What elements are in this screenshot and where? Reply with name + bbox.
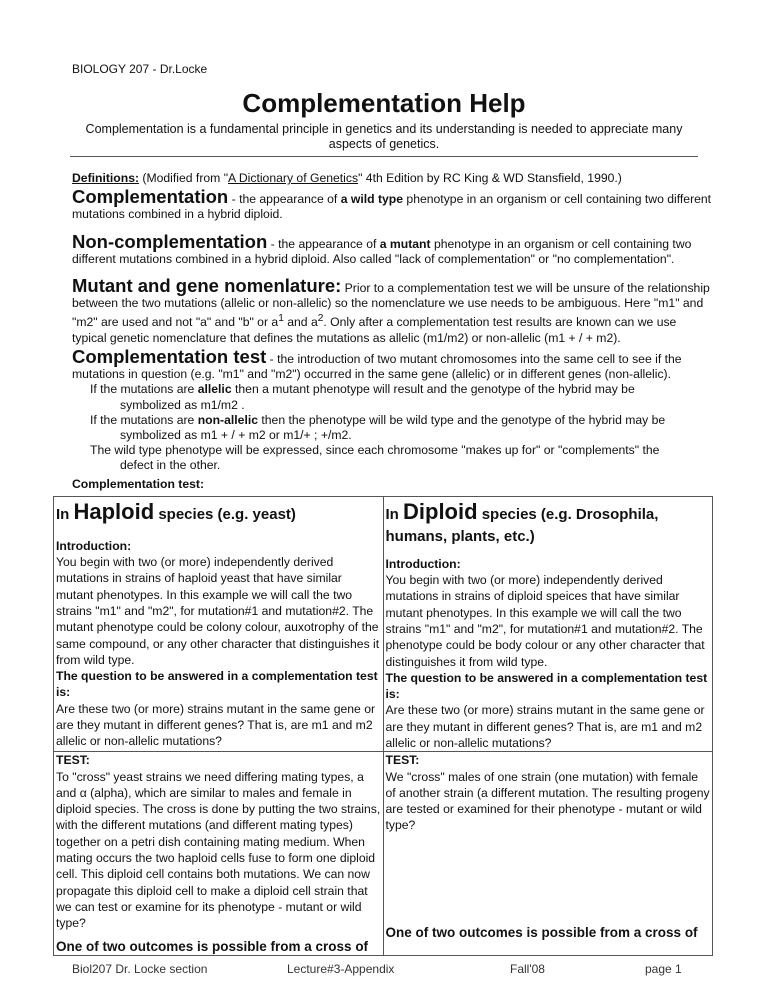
intro-label: Introduction: [385, 556, 461, 571]
term: Complementation test [72, 345, 267, 367]
nonallelic-case [72, 413, 712, 428]
def-text: - the appearance of [267, 236, 380, 251]
case-bold: non-allelic [197, 412, 258, 427]
footer-page: page 1 [645, 961, 682, 976]
case-text: If the mutations are [90, 412, 198, 427]
case-bold: allelic [197, 382, 232, 397]
test-label: TEST: [56, 753, 90, 768]
case-text: then the phenotype will be wild type and the genotype of the hybrid may be [258, 412, 666, 427]
table-label: Complementation test: [72, 476, 205, 491]
source-text: (Modified from " [139, 171, 229, 185]
page-title: Complementation Help [242, 88, 526, 118]
haploid-heading [56, 498, 381, 526]
course-header: BIOLOGY 207 - Dr.Locke [72, 62, 208, 76]
definitions-label: Definitions: [72, 171, 140, 185]
intro-text: Complementation is a fundamental principle in genetics and its understanding is needed to appreciate many aspects of genetics. [85, 122, 683, 151]
diploid-test-wrap [386, 752, 711, 940]
diploid-intro-cell [383, 496, 713, 752]
intro-label: Introduction: [56, 538, 132, 553]
wildtype-note-cont: defect in the other. [120, 458, 221, 473]
def-text: phenotype in an organism or cell containing two different mutations combined in a hybrid diploid. Also called "lack of complementation" or "no complementation". [72, 236, 692, 266]
divider [70, 156, 698, 157]
heading-text: species (e.g. yeast) [154, 505, 296, 523]
def-text: and a [283, 315, 318, 330]
heading-text: species (e.g. Drosophila, humans, plants, etc.) [385, 505, 659, 545]
haploid-intro-cell [54, 496, 384, 752]
def-bold: a wild type [340, 192, 404, 207]
case-text: If the mutations are [90, 382, 198, 397]
definitions-section [72, 171, 712, 492]
table-row [54, 752, 713, 955]
def-text: . Only after a complementation test results are known can we use typical genetic nomenclature that defines the mutations as allelic (m1/m2) or non-allelic (m1 + / + m2). [72, 315, 677, 345]
nonallelic-symbol: symbolized as m1 + / + m2 or m1/+ ; +/m2. [120, 427, 352, 442]
superscript: 1 [278, 313, 284, 325]
allelic-symbol: symbolized as m1/m2 . [120, 397, 245, 412]
term: Non-complementation [72, 230, 268, 252]
question-label: The question to be answered in a complementation test is: [56, 669, 378, 700]
def-text: - the introduction of two mutant chromosomes into the same cell to see if the mutations in question (e.g. "m1" and "m2") occurred in the same gene (allelic) or in different genes (non-allelic). [72, 351, 682, 382]
intro-text: You begin with two (or more) independently derived mutations in strains of diploid speices that have similar mutant phenotypes. In this example we will call the two strains "m1" and "m2", for mutation#1 and mutation#2. The phenotype could be body colour or any other character that distinguishes it from wild type. [385, 573, 705, 669]
footer-lecture: Lecture#3-Appendix [287, 961, 395, 976]
term: Mutant and gene nomenlature: [72, 275, 342, 297]
heading-text: In [56, 505, 74, 523]
outcome-heading: One of two outcomes is possible from a cross of [56, 938, 369, 954]
test-text: To "cross" yeast strains we need differing mating types, a and α (alpha), which are similar to males and female in diploid species. The cross is done by putting the two strains, with the different mutations (and different mating types) together on a petri dish containing mating medium. When mating occurs the two haploid cells fuse to form one diploid cell. This diploid cell contains both mutations. We can now propagate this diploid cell to make a diploid cell strain that we can test or examine for its phenotype - mutant or wild type? [56, 769, 381, 931]
test-label: TEST: [385, 753, 420, 768]
spacer [386, 834, 711, 918]
heading-text: In [385, 505, 403, 523]
wildtype-note: The wild type phenotype will be expressed, since each chromosome "makes up for" or "complements" the [90, 443, 660, 458]
page-footer [0, 962, 768, 978]
question-text: Are these two (or more) strains mutant in the same gene or are they mutant in different genes? That is, are m1 and m2 allelic or non-allelic mutations? [385, 703, 705, 750]
diploid-heading [385, 498, 711, 548]
def-text: - the appearance of [228, 192, 341, 207]
haploid-test-cell [54, 752, 384, 955]
footer-course: Biol207 Dr. Locke section [72, 961, 208, 976]
outcome-heading: One of two outcomes is possible from a cross of [385, 924, 698, 940]
question-label: The question to be answered in a complementation test is: [385, 670, 708, 702]
footer-term: Fall'08 [510, 961, 545, 976]
source-book: A Dictionary of Genetics [228, 171, 359, 185]
comparison-table [53, 496, 713, 956]
superscript: 2 [317, 313, 324, 325]
intro-text: You begin with two (or more) independently derived mutations in strains of haploid yeast that have similar mutant phenotypes. In this example we will call the two strains "m1" and "m2", for mutation#1 and mutation#2. The mutant phenotype could be colony colour, auxotrophy of the same compound, or any other character that distinguishes it from wild type. [56, 555, 380, 667]
table-row [54, 496, 713, 752]
definition-noncomplementation [72, 231, 712, 267]
def-text: phenotype in an organism or cell containing two different mutations combined in a hybrid diploid. [72, 192, 712, 222]
definition-test [72, 346, 712, 382]
test-text: We "cross" males of one strain (one mutation) with female of another strain (a different mutation. The resulting progeny are tested or examined for their phenotype - mutant or wild type? [385, 769, 710, 833]
def-text: Prior to a complementation test we will be unsure of the relationship between the two mutations (allelic or non-allelic) so the nomenclature we use needs to be ambiguous. Here "m1" and "m2" are used and not "a" and "b" or a [72, 281, 710, 330]
definition-nomenclature [72, 275, 712, 346]
heading-species: Diploid [403, 498, 478, 524]
term: Complementation [72, 186, 229, 208]
allelic-case [72, 382, 712, 397]
heading-species: Haploid [73, 498, 155, 524]
def-bold: a mutant [379, 236, 431, 251]
question-text: Are these two (or more) strains mutant in the same gene or are they mutant in different genes? That is, are m1 and m2 allelic or non-allelic mutations? [56, 701, 376, 749]
diploid-test-cell [383, 752, 713, 955]
source-text: " 4th Edition by RC King & WD Stansfield, 1990.) [358, 171, 622, 185]
definition-complementation [72, 186, 712, 222]
case-text: then a mutant phenotype will result and the genotype of the hybrid may be [231, 382, 635, 397]
